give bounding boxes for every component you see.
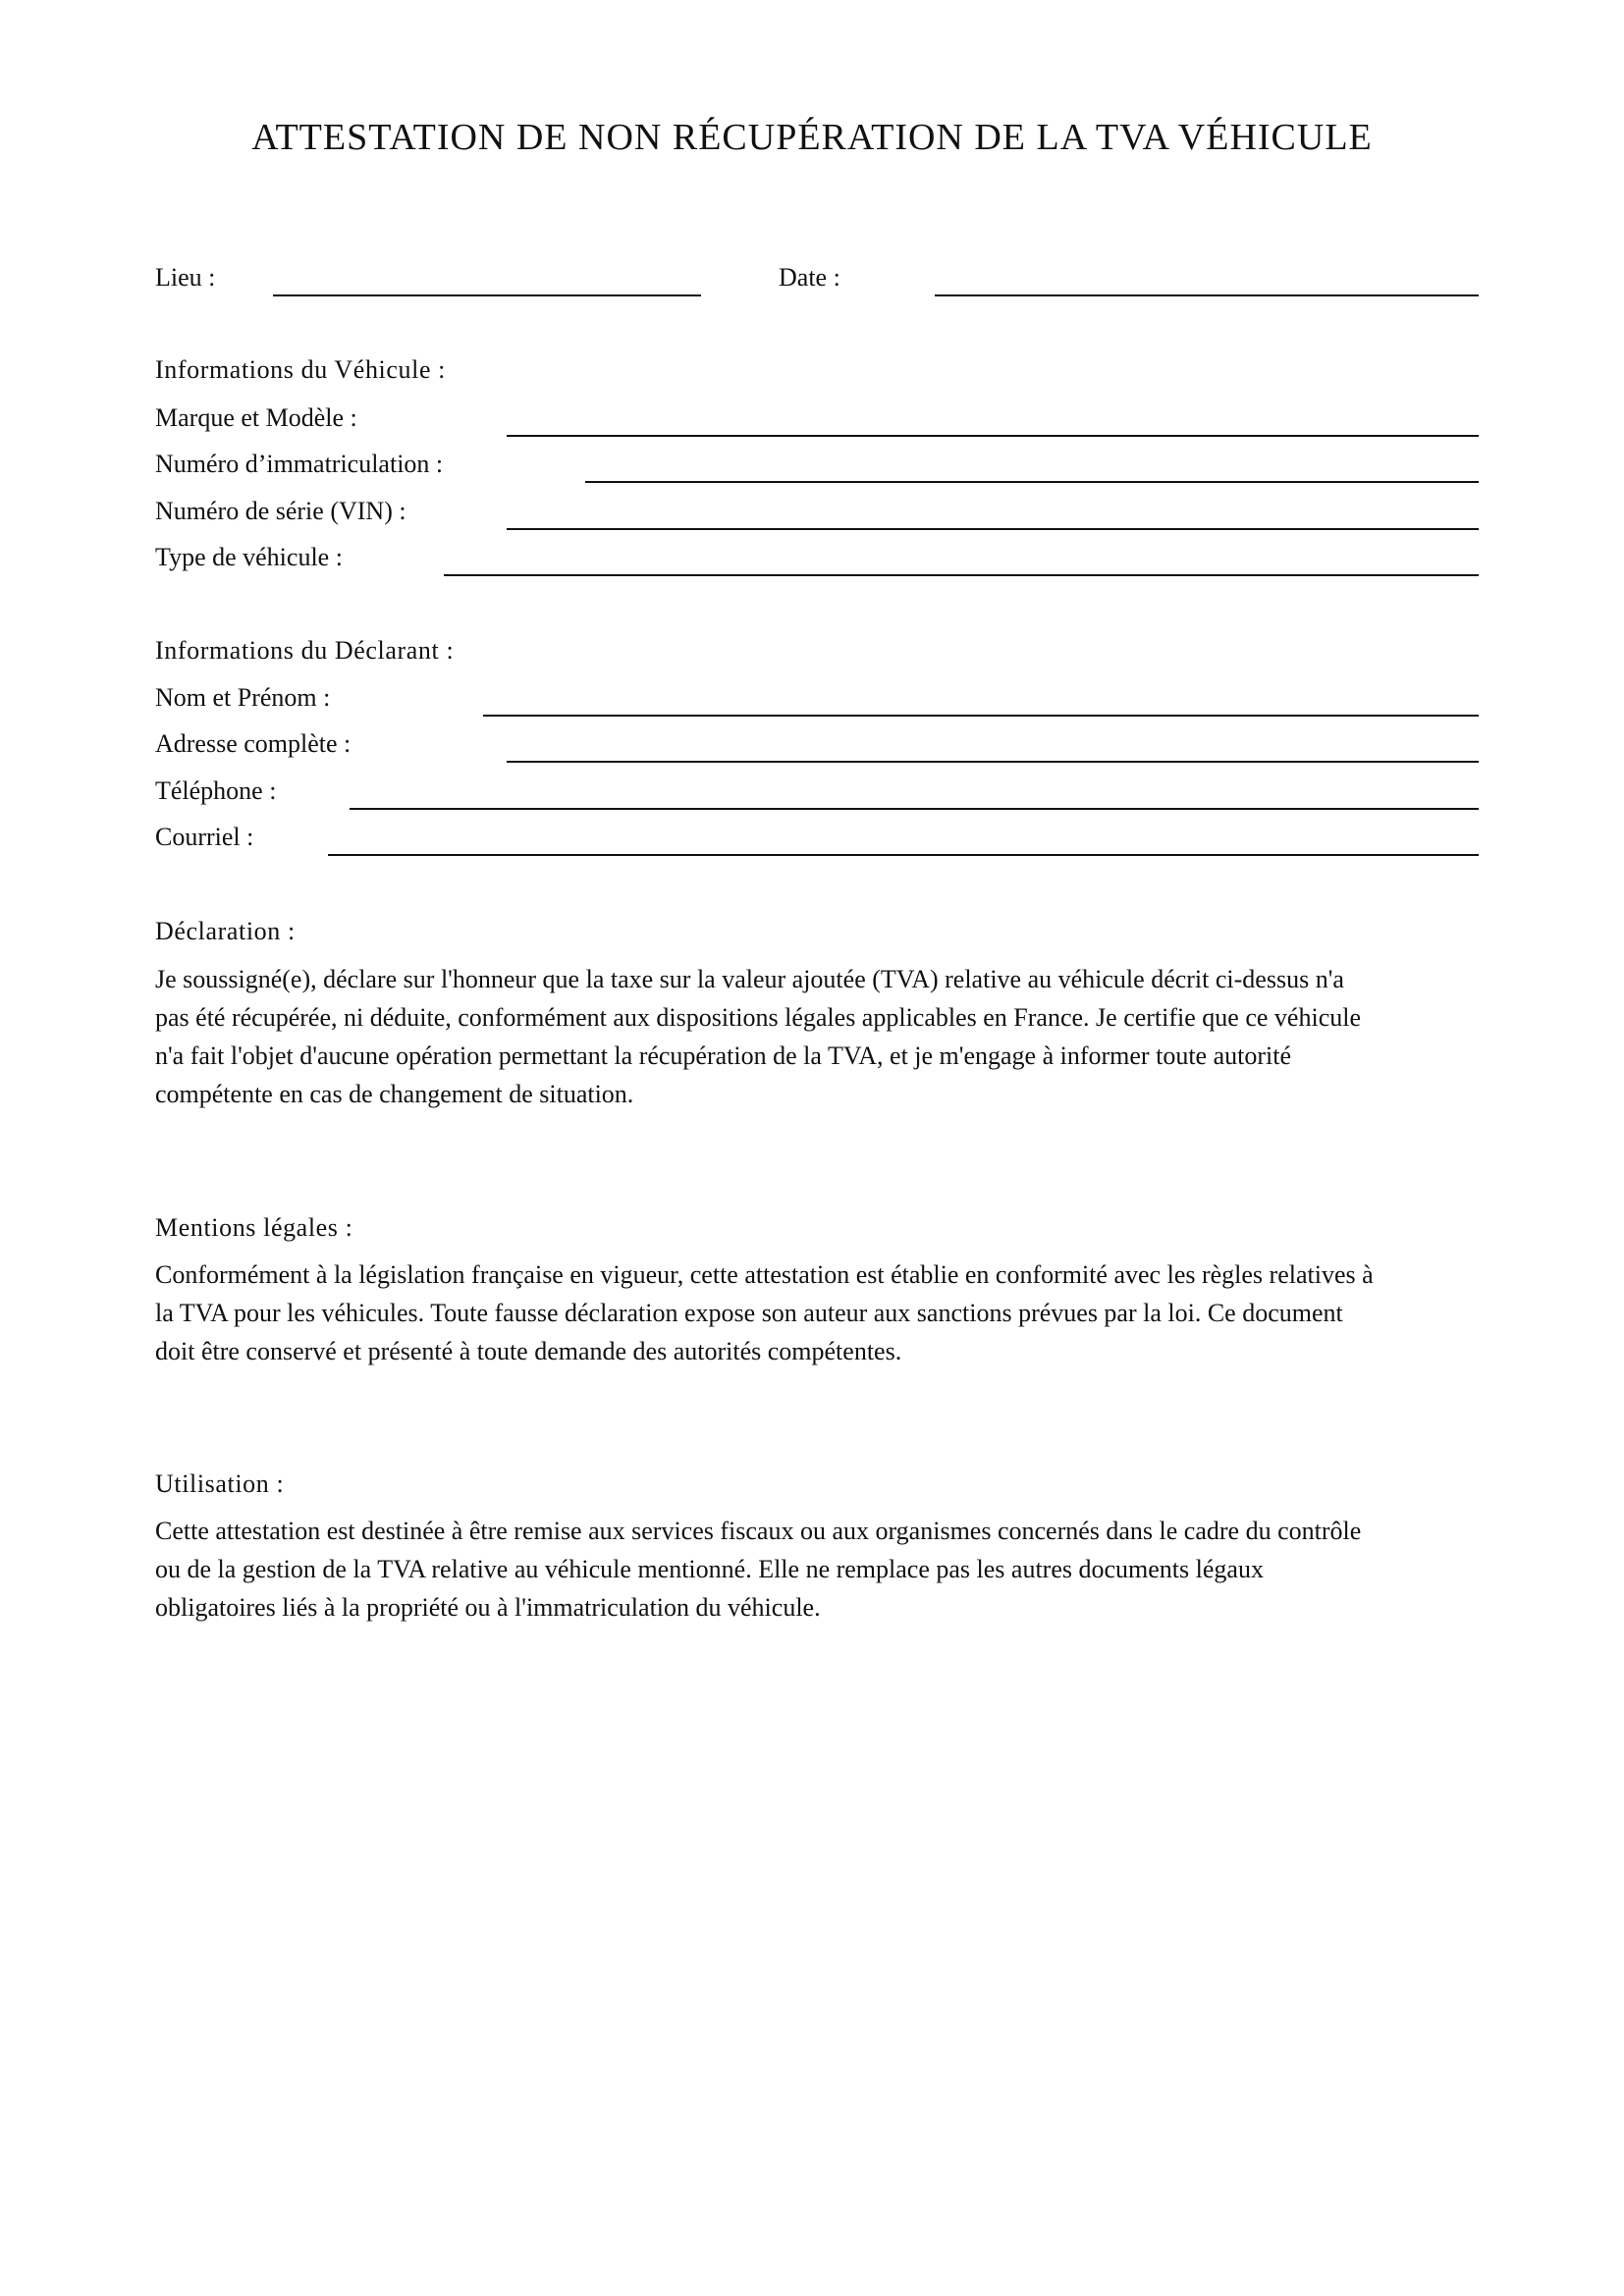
declaration-line: Je soussigné(e), déclare sur l'honneur que la taxe sur la valeur ajoutée (TVA) relative au véhicule décrit ci-dessus n'a xyxy=(155,965,1344,993)
vehicle-vin-label: Numéro de série (VIN) : xyxy=(155,497,406,525)
declaration-line: n'a fait l'objet d'aucune opération permettant la récupération de la TVA, et je m'engage à informer toute autorité xyxy=(155,1041,1291,1070)
declarant-address-line[interactable] xyxy=(507,761,1479,763)
declarant-info-heading: Informations du Déclarant : xyxy=(155,636,455,665)
vehicle-type-label: Type de véhicule : xyxy=(155,543,343,571)
legal-notice-heading: Mentions légales : xyxy=(155,1213,353,1242)
legal-notice-text xyxy=(155,1255,1481,1370)
usage-line: Cette attestation est destinée à être remise aux services fiscaux ou aux organismes concernés dans le cadre du contrôle xyxy=(155,1517,1362,1545)
usage-line: ou de la gestion de la TVA relative au véhicule mentionné. Elle ne remplace pas les autres documents légaux xyxy=(155,1555,1264,1583)
vehicle-type-line[interactable] xyxy=(444,574,1479,576)
declaration-heading: Déclaration : xyxy=(155,917,296,945)
usage-text xyxy=(155,1512,1481,1627)
declarant-name-line[interactable] xyxy=(483,715,1479,717)
vehicle-registration-line[interactable] xyxy=(585,481,1479,483)
vehicle-make-model-label: Marque et Modèle : xyxy=(155,403,357,432)
declarant-email-line[interactable] xyxy=(328,854,1479,856)
vehicle-info-heading: Informations du Véhicule : xyxy=(155,355,447,384)
declaration-line: pas été récupérée, ni déduite, conformément aux dispositions légales applicables en France. Je certifie que ce véhicule xyxy=(155,1003,1361,1032)
declarant-phone-label: Téléphone : xyxy=(155,776,277,805)
usage-line: obligatoires liés à la propriété ou à l'immatriculation du véhicule. xyxy=(155,1593,821,1622)
declarant-phone-line[interactable] xyxy=(350,808,1479,810)
lieu-field-line[interactable] xyxy=(273,294,701,296)
declarant-name-label: Nom et Prénom : xyxy=(155,683,331,712)
legal-notice-line: Conformément à la législation française en vigueur, cette attestation est établie en conformité avec les règles relatives à xyxy=(155,1260,1374,1289)
declaration-text xyxy=(155,960,1481,1113)
document-title: ATTESTATION DE NON RÉCUPÉRATION DE LA TVA VÉHICULE xyxy=(251,117,1373,158)
declarant-address-label: Adresse complète : xyxy=(155,729,352,758)
declarant-email-label: Courriel : xyxy=(155,823,254,851)
usage-heading: Utilisation : xyxy=(155,1469,285,1498)
legal-notice-line: la TVA pour les véhicules. Toute fausse déclaration expose son auteur aux sanctions prévues par la loi. Ce document xyxy=(155,1299,1343,1327)
date-field-line[interactable] xyxy=(935,294,1479,296)
lieu-label: Lieu : xyxy=(155,263,216,292)
date-label: Date : xyxy=(779,263,840,292)
vehicle-make-model-line[interactable] xyxy=(507,435,1479,437)
vehicle-vin-line[interactable] xyxy=(507,528,1479,530)
legal-notice-line: doit être conservé et présenté à toute demande des autorités compétentes. xyxy=(155,1337,902,1365)
declaration-line: compétente en cas de changement de situation. xyxy=(155,1080,634,1108)
vehicle-registration-label: Numéro d’immatriculation : xyxy=(155,450,444,478)
